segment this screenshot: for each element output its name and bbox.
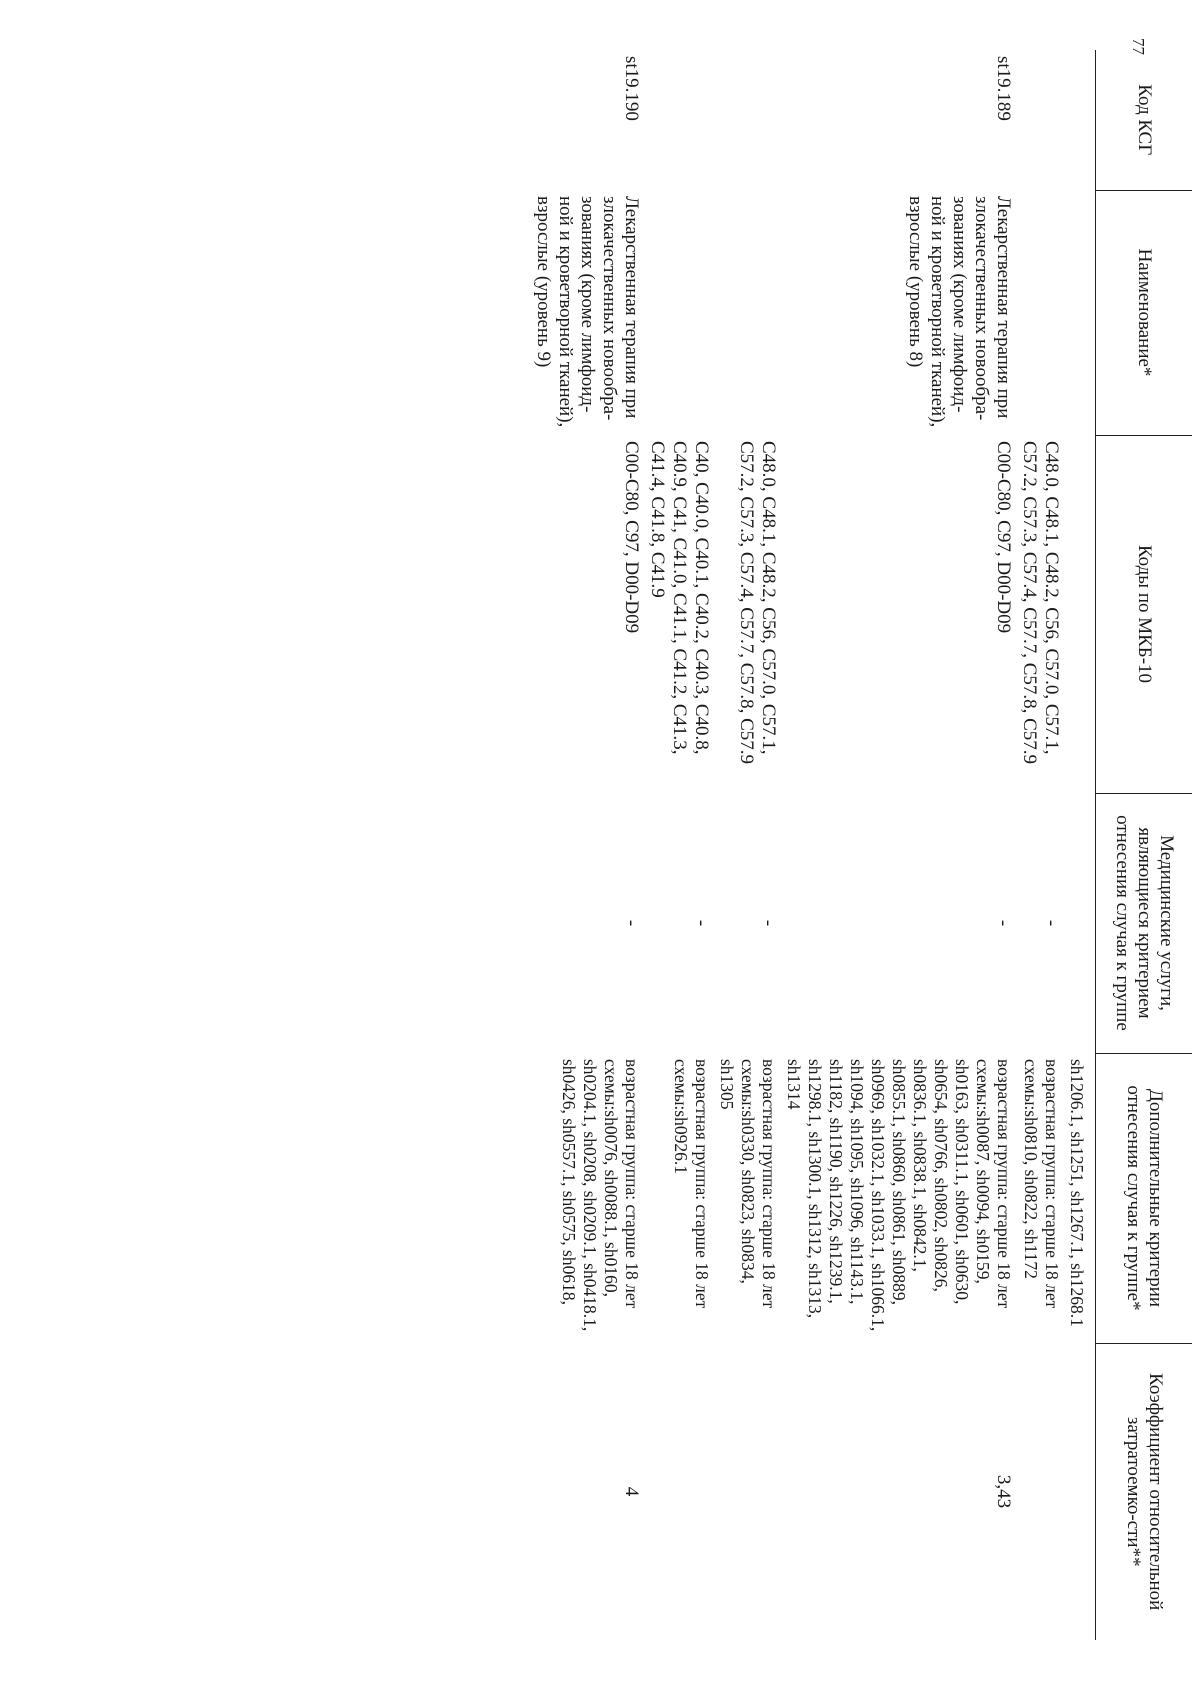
table-row	[1016, 50, 1064, 1640]
cell-coef	[1064, 1343, 1089, 1640]
cell-mkb: C40, C40.0, C40.1, C40.2, C40.3, C40.8, C40.9, C41, C41.0, C41.1, C41.2, C41.3, C41.4, C41.8, C41.9	[647, 441, 712, 755]
table-row	[1064, 50, 1089, 1640]
cell-name	[1016, 190, 1064, 435]
cell-coef: 4	[621, 1486, 642, 1497]
cell-mkb: C00-C80, C97, D00-D09	[993, 441, 1014, 634]
header-services: Медицинские услуги, являющиеся критерием отнесения случая к группе	[1096, 793, 1193, 1053]
cell-coef: 3,43	[993, 1474, 1014, 1509]
cell-code: st19.190	[621, 56, 642, 121]
cell-name	[714, 190, 781, 435]
cell-services: -	[621, 919, 642, 927]
cell-code	[714, 50, 781, 190]
rotated-table-container	[92, 50, 1192, 1640]
table-row	[530, 50, 644, 1640]
cell-mkb	[1064, 435, 1089, 793]
cell-criteria: возрастная группа: старше 18 лет схемы:sh0926.1	[671, 1059, 712, 1309]
cell-criteria: возрастная группа: старше 18 лет схемы:sh0076, sh0088.1, sh0160, sh0204.1, sh0208, sh0209.1, sh0418.1, sh0426, sh0557.1, sh0575, sh0618,	[559, 1059, 642, 1332]
cell-name	[1064, 190, 1089, 435]
cell-coef	[1016, 1343, 1064, 1640]
page-number: 77	[1129, 38, 1148, 55]
ksg-table	[530, 50, 1192, 1640]
cell-criteria: возрастная группа: старше 18 лет схемы:sh0810, sh0822, sh1172	[1021, 1059, 1062, 1309]
cell-criteria: возрастная группа: старше 18 лет схемы:sh0330, sh0823, sh0834, sh1305	[717, 1059, 779, 1309]
cell-code	[1016, 50, 1064, 190]
table-row	[781, 50, 1016, 1640]
cell-criteria: возрастная группа: старше 18 лет схемы:sh0087, sh0094, sh0159, sh0163, sh0311.1, sh0601, sh0630, sh0654, sh0766, sh0802, sh0826, sh0836.1, sh0838.1, sh0842.1, sh0855.1, sh0860, sh0861, sh0889, sh0969, sh1032.1, sh1033.1, sh1066.1, sh1094, sh1095, sh1096, sh1143.1, sh1182, sh1190, sh1226, sh1239.1, sh1298.1, sh1300.1, sh1312, sh1313, sh1314	[784, 1059, 1014, 1332]
cell-mkb: C00-C80, C97, D00-D09	[621, 441, 642, 634]
header-coef: Коэффициент относительной затратоемко-сти**	[1096, 1343, 1193, 1640]
cell-name: Лекарственная терапия при злокачественных новообра-зованиях (кроме лимфоид-ной и кроветворной тканей), взрослые (уровень 9)	[533, 196, 642, 428]
table-header-row	[1096, 50, 1193, 1640]
table-row	[714, 50, 781, 1640]
cell-name	[644, 190, 714, 435]
table-row	[644, 50, 714, 1640]
cell-services: -	[1041, 919, 1062, 927]
header-name: Наименование*	[1096, 190, 1193, 435]
cell-coef	[644, 1343, 714, 1640]
header-mkb: Коды по МКБ-10	[1096, 435, 1193, 793]
cell-criteria: sh1206.1, sh1251, sh1267.1, sh1268.1	[1067, 1059, 1087, 1327]
header-code: Код КСГ	[1096, 50, 1193, 190]
cell-mkb: C48.0, C48.1, C48.2, C56, C57.0, C57.1, C57.2, C57.3, C57.4, C57.7, C57.8, C57.9	[736, 441, 779, 765]
cell-coef	[714, 1343, 781, 1640]
cell-name: Лекарственная терапия при злокачественных новообра-зованиях (кроме лимфоид-ной и кроветворной тканей), взрослые (уровень 8)	[905, 196, 1014, 428]
cell-services: -	[758, 919, 779, 927]
cell-services: -	[691, 919, 712, 927]
cell-code	[644, 50, 714, 190]
header-spacer-row	[1089, 50, 1096, 1640]
cell-services	[1064, 793, 1089, 1053]
cell-code	[1064, 50, 1089, 190]
cell-services: -	[993, 919, 1014, 927]
cell-code: st19.189	[993, 56, 1014, 121]
cell-mkb: C48.0, C48.1, C48.2, C56, C57.0, C57.1, C57.2, C57.3, C57.4, C57.7, C57.8, C57.9	[1019, 441, 1062, 765]
header-criteria: Дополнительные критерии отнесения случая к группе*	[1096, 1053, 1193, 1343]
